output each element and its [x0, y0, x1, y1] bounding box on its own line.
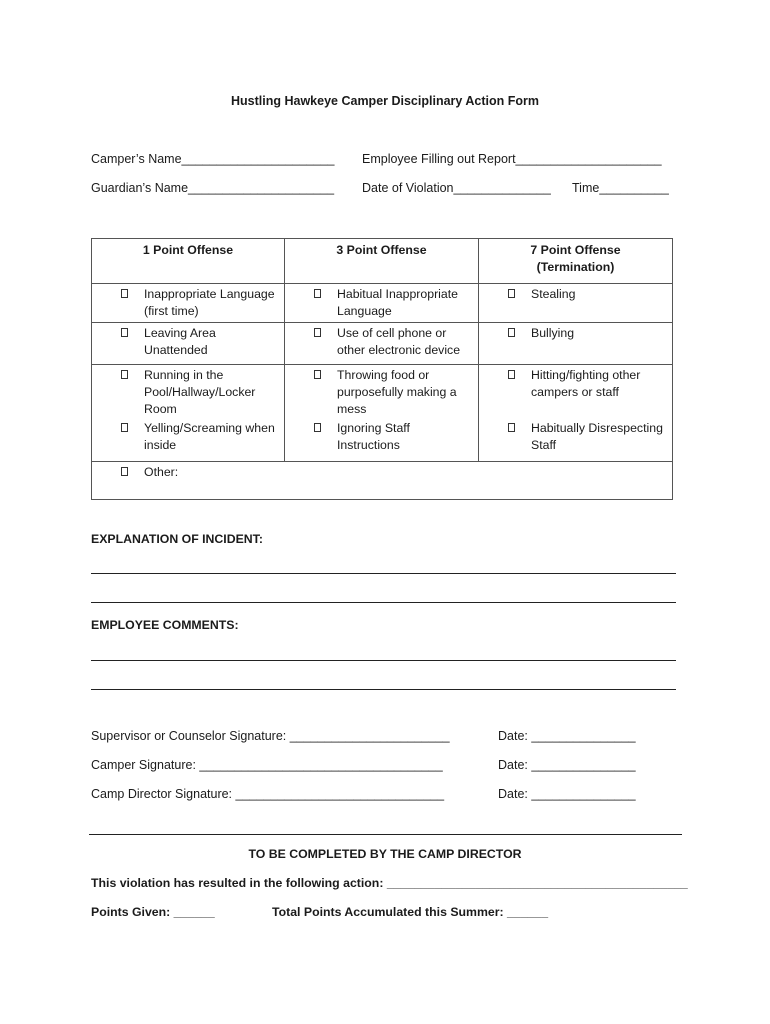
offense-label: Hitting/fighting other campers or staff	[531, 368, 641, 399]
offense-checkbox-item[interactable]	[285, 418, 478, 454]
explanation-line[interactable]	[91, 602, 676, 603]
checkbox-icon[interactable]	[121, 423, 128, 432]
offense-checkbox-item[interactable]	[285, 323, 478, 359]
header-7-point	[479, 239, 673, 284]
header-3-point	[285, 239, 479, 284]
offense-label: Running in the Pool/Hallway/Locker Room	[144, 368, 256, 416]
director-signature-field[interactable]: Camp Director Signature: ______________________________	[91, 787, 445, 801]
offense-label: Leaving Area Unattended	[144, 326, 216, 357]
camper-date-field[interactable]: Date: _______________	[498, 758, 636, 772]
checkbox-icon[interactable]	[314, 370, 321, 379]
offense-label: Throwing food or purposefully making a mess	[337, 368, 457, 416]
offense-checkbox-item[interactable]	[285, 365, 478, 418]
checkbox-icon[interactable]	[121, 328, 128, 337]
offense-checkbox-item[interactable]	[92, 418, 284, 454]
director-section-heading: TO BE COMPLETED BY THE CAMP DIRECTOR	[248, 847, 522, 861]
offense-checkbox-item[interactable]	[92, 323, 284, 359]
comments-heading: EMPLOYEE COMMENTS:	[91, 618, 239, 632]
comments-line[interactable]	[91, 689, 676, 690]
offense-label: Habitual Inappropriate Language	[337, 287, 458, 318]
offense-other-item[interactable]	[92, 462, 672, 481]
checkbox-icon[interactable]	[314, 328, 321, 337]
offense-checkbox-item[interactable]	[479, 418, 672, 454]
time-field[interactable]: Time__________	[572, 181, 669, 195]
offense-checkbox-item[interactable]	[479, 323, 672, 342]
checkbox-icon[interactable]	[508, 289, 515, 298]
explanation-line[interactable]	[91, 573, 676, 574]
employee-report-field[interactable]: Employee Filling out Report_____________________	[362, 152, 662, 166]
camper-signature-field[interactable]: Camper Signature: ___________________________________	[91, 758, 443, 772]
points-given-field[interactable]: Points Given: ______	[91, 905, 215, 919]
offense-checkbox-item[interactable]	[479, 284, 672, 303]
offense-label: Yelling/Screaming when inside	[144, 421, 275, 452]
offense-label: Bullying	[531, 326, 575, 340]
header-7-point-label: 7 Point Offense	[530, 243, 621, 257]
form-title: Hustling Hawkeye Camper Disciplinary Action Form	[231, 94, 539, 108]
checkbox-icon[interactable]	[121, 467, 128, 476]
checkbox-icon[interactable]	[121, 370, 128, 379]
offense-checkbox-item[interactable]	[479, 365, 672, 401]
offense-checkbox-item[interactable]	[285, 284, 478, 320]
header-1-point-label: 1 Point Offense	[142, 243, 234, 257]
offense-label: Inappropriate Language (first time)	[144, 287, 275, 318]
checkbox-icon[interactable]	[121, 289, 128, 298]
offense-label: Ignoring Staff Instructions	[337, 421, 410, 452]
supervisor-date-field[interactable]: Date: _______________	[498, 729, 636, 743]
comments-line[interactable]	[91, 660, 676, 661]
offense-table	[91, 238, 673, 500]
offense-label: Stealing	[531, 287, 576, 301]
checkbox-icon[interactable]	[314, 423, 321, 432]
date-of-violation-field[interactable]: Date of Violation______________	[362, 181, 551, 195]
offense-other-label: Other:	[144, 464, 179, 479]
checkbox-icon[interactable]	[508, 328, 515, 337]
checkbox-icon[interactable]	[314, 289, 321, 298]
explanation-heading: EXPLANATION OF INCIDENT:	[91, 532, 263, 546]
total-points-field[interactable]: Total Points Accumulated this Summer: ______	[272, 905, 549, 919]
header-termination-label: (Termination)	[536, 260, 615, 274]
offense-checkbox-item[interactable]	[92, 365, 284, 418]
director-action-field[interactable]: This violation has resulted in the following action: ____________________________________________	[91, 876, 688, 890]
offense-label: Use of cell phone or other electronic device	[337, 326, 461, 357]
section-divider	[89, 834, 682, 835]
header-1-point	[92, 239, 285, 284]
header-3-point-label: 3 Point Offense	[336, 243, 427, 257]
checkbox-icon[interactable]	[508, 370, 515, 379]
offense-checkbox-item[interactable]	[92, 284, 284, 320]
checkbox-icon[interactable]	[508, 423, 515, 432]
guardians-name-field[interactable]: Guardian’s Name_____________________	[91, 181, 335, 195]
director-date-field[interactable]: Date: _______________	[498, 787, 636, 801]
offense-label: Habitually Disrespecting Staff	[531, 421, 663, 452]
supervisor-signature-field[interactable]: Supervisor or Counselor Signature: _______________________	[91, 729, 450, 743]
campers-name-field[interactable]: Camper’s Name______________________	[91, 152, 335, 166]
